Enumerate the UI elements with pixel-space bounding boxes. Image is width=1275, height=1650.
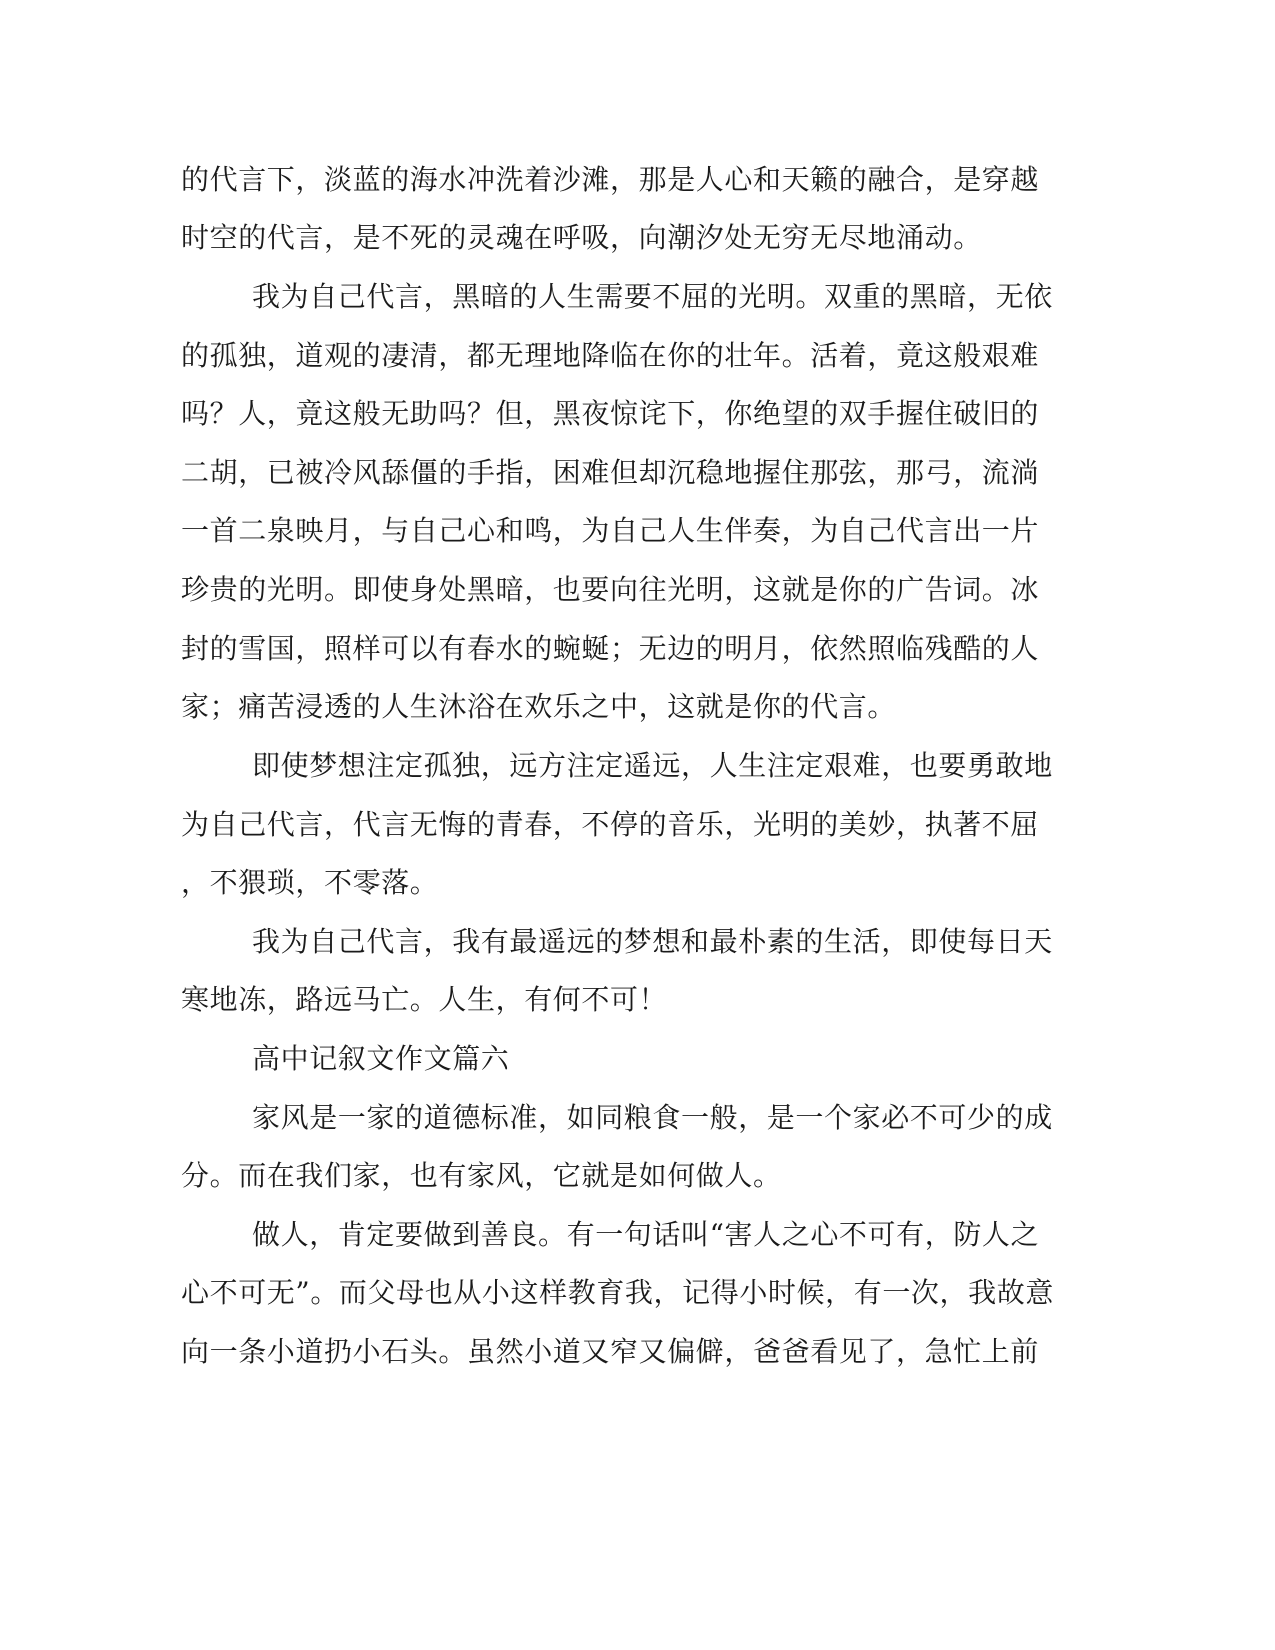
text-line: 即使梦想注定孤独，远方注定遥远，人生注定艰难，也要勇敢地 <box>252 749 1053 782</box>
text-line: 时空的代言，是不死的灵魂在呼吸，向潮汐处无穷无尽地涌动。 <box>181 221 982 254</box>
text-line: 做人，肯定要做到善良。有一句话叫“害人之心不可有，防人之 <box>252 1218 1040 1251</box>
text-line: ，不猥琐，不零落。 <box>181 866 439 899</box>
text-line: 吗？人，竟这般无助吗？但，黑夜惊诧下，你绝望的双手握住破旧的 <box>181 397 1040 430</box>
section-heading: 高中记叙文作文篇六 <box>252 1042 510 1075</box>
text-line: 寒地冻，路远马亡。人生，有何不可！ <box>181 983 668 1016</box>
text-line: 一首二泉映月，与自己心和鸣，为自己人生伴奏，为自己代言出一片 <box>181 514 1040 547</box>
text-line: 的孤独，道观的凄清，都无理地降临在你的壮年。活着，竟这般艰难 <box>181 339 1040 372</box>
text-line: 我为自己代言，我有最遥远的梦想和最朴素的生活，即使每日天 <box>252 925 1053 958</box>
text-line: 的代言下，淡蓝的海水冲洗着沙滩，那是人心和天籁的融合，是穿越 <box>181 163 1040 196</box>
text-line: 我为自己代言，黑暗的人生需要不屈的光明。双重的黑暗，无依 <box>252 280 1053 313</box>
text-line: 为自己代言，代言无悔的青春，不停的音乐，光明的美妙，执著不屈 <box>181 808 1040 841</box>
text-line: 家风是一家的道德标准，如同粮食一般，是一个家必不可少的成 <box>252 1101 1053 1134</box>
text-line: 家；痛苦浸透的人生沐浴在欢乐之中，这就是你的代言。 <box>181 690 897 723</box>
text-line: 封的雪国，照样可以有春水的蜿蜒；无边的明月，依然照临残酷的人 <box>181 632 1040 665</box>
text-line: 向一条小道扔小石头。虽然小道又窄又偏僻，爸爸看见了，急忙上前 <box>181 1335 1040 1368</box>
text-line: 珍贵的光明。即使身处黑暗，也要向往光明，这就是你的广告词。冰 <box>181 573 1040 606</box>
text-line: 二胡，已被冷风舔僵的手指，困难但却沉稳地握住那弦，那弓，流淌 <box>181 456 1040 489</box>
text-line: 分。而在我们家，也有家风，它就是如何做人。 <box>181 1159 782 1192</box>
text-line: 心不可无”。而父母也从小这样教育我，记得小时候，有一次，我故意 <box>181 1276 1054 1309</box>
